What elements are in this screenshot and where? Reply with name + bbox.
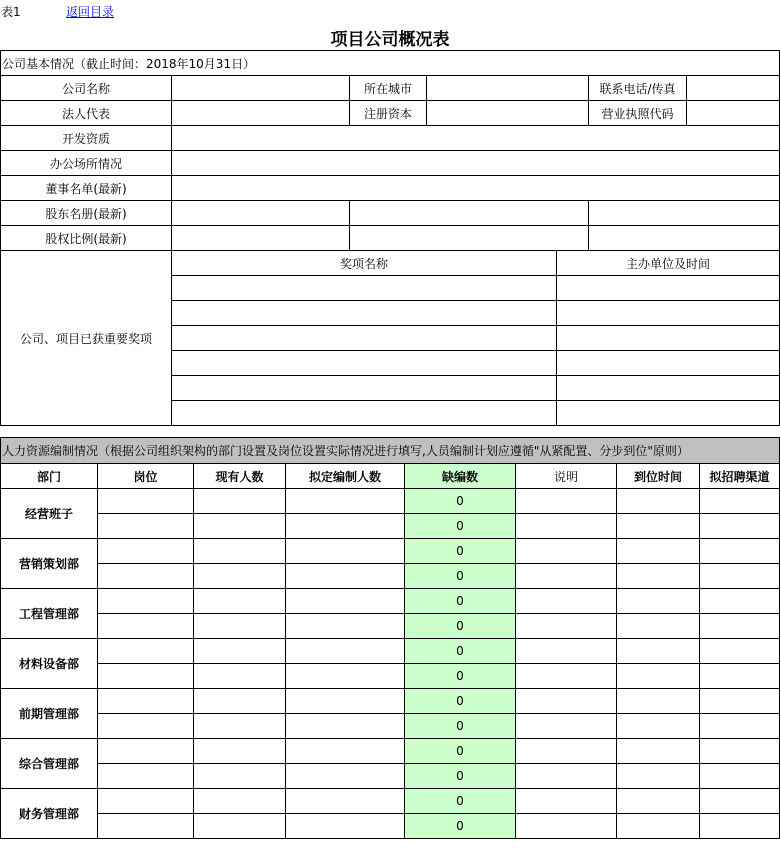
- arrival-time-cell[interactable]: [617, 639, 700, 664]
- dept-row: [1, 639, 780, 664]
- channel-cell[interactable]: [700, 564, 780, 589]
- notes-cell[interactable]: [516, 514, 617, 539]
- current-count-cell[interactable]: [194, 514, 286, 539]
- col-header-dept: 部门: [1, 464, 98, 489]
- arrival-time-cell[interactable]: [617, 764, 700, 789]
- page-title: 项目公司概况表: [330, 30, 450, 50]
- position-cell[interactable]: [98, 689, 194, 714]
- equity-cell-1[interactable]: [172, 226, 350, 251]
- current-count-cell[interactable]: [194, 689, 286, 714]
- organizer-time-cell[interactable]: [557, 351, 780, 376]
- position-cell[interactable]: [98, 739, 194, 764]
- dept-name: 前期管理部: [1, 689, 98, 739]
- position-cell[interactable]: [98, 714, 194, 739]
- planned-count-cell[interactable]: [286, 814, 405, 839]
- dept-row: [1, 614, 780, 639]
- position-cell[interactable]: [98, 589, 194, 614]
- notes-cell[interactable]: [516, 664, 617, 689]
- channel-cell[interactable]: [700, 689, 780, 714]
- arrival-time-cell[interactable]: [617, 514, 700, 539]
- current-count-cell[interactable]: [194, 589, 286, 614]
- license-code-cell[interactable]: [687, 101, 780, 126]
- arrival-time-cell[interactable]: [617, 814, 700, 839]
- dept-row: [1, 689, 780, 714]
- arrival-time-cell[interactable]: [617, 689, 700, 714]
- current-count-cell[interactable]: [194, 739, 286, 764]
- dept-row: [1, 489, 780, 514]
- channel-cell[interactable]: [700, 664, 780, 689]
- col-header-planned-count: 拟定编制人数: [286, 464, 405, 489]
- position-cell[interactable]: [98, 639, 194, 664]
- qualification-cell[interactable]: [172, 126, 780, 151]
- notes-cell[interactable]: [516, 789, 617, 814]
- current-count-cell[interactable]: [194, 789, 286, 814]
- company-basic-table: [0, 50, 780, 426]
- city-label: 所在城市: [350, 76, 427, 101]
- vacancy-cell: 0: [405, 739, 516, 764]
- notes-cell[interactable]: [516, 614, 617, 639]
- organizer-time-cell[interactable]: [557, 326, 780, 351]
- dept-name: 材料设备部: [1, 639, 98, 689]
- directors-label: 董事名单(最新): [1, 176, 172, 201]
- award-name-cell[interactable]: [172, 351, 557, 376]
- dept-name: 经营班子: [1, 489, 98, 539]
- dept-row: [1, 789, 780, 814]
- hr-staffing-table: [0, 437, 780, 839]
- vacancy-cell: 0: [405, 689, 516, 714]
- back-to-contents-link[interactable]: 返回目录: [66, 5, 115, 19]
- planned-count-cell[interactable]: [286, 789, 405, 814]
- current-count-cell[interactable]: [194, 539, 286, 564]
- registered-capital-cell[interactable]: [427, 101, 589, 126]
- vacancy-cell: 0: [405, 664, 516, 689]
- arrival-time-cell[interactable]: [617, 789, 700, 814]
- channel-cell[interactable]: [700, 589, 780, 614]
- office-label: 办公场所情况: [1, 151, 172, 176]
- dept-row: [1, 739, 780, 764]
- dept-row: [1, 589, 780, 614]
- notes-cell[interactable]: [516, 764, 617, 789]
- vacancy-cell: 0: [405, 814, 516, 839]
- current-count-cell[interactable]: [194, 639, 286, 664]
- channel-cell[interactable]: [700, 739, 780, 764]
- position-cell[interactable]: [98, 614, 194, 639]
- notes-cell[interactable]: [516, 639, 617, 664]
- position-cell[interactable]: [98, 539, 194, 564]
- basic-section-title: 公司基本情况（截止时间：2018年10月31日）: [1, 51, 780, 76]
- channel-cell[interactable]: [700, 789, 780, 814]
- current-count-cell[interactable]: [194, 814, 286, 839]
- awards-label: 公司、项目已获重要奖项: [1, 251, 172, 426]
- notes-cell[interactable]: [516, 539, 617, 564]
- planned-count-cell[interactable]: [286, 489, 405, 514]
- shareholders-cell-2[interactable]: [350, 201, 589, 226]
- notes-cell[interactable]: [516, 814, 617, 839]
- dept-row: [1, 764, 780, 789]
- channel-cell[interactable]: [700, 614, 780, 639]
- notes-cell[interactable]: [516, 589, 617, 614]
- current-count-cell[interactable]: [194, 564, 286, 589]
- dept-name: 财务管理部: [1, 789, 98, 839]
- phone-fax-label: 联系电话/传真: [589, 76, 687, 101]
- planned-count-cell[interactable]: [286, 539, 405, 564]
- notes-cell[interactable]: [516, 689, 617, 714]
- equity-label: 股权比例(最新): [1, 226, 172, 251]
- col-header-current-count: 现有人数: [194, 464, 286, 489]
- hr-section-title: 人力资源编制情况（根据公司组织架构的部门设置及岗位设置实际情况进行填写,人员编制计划应遵循"从紧配置、分步到位"原则）: [1, 438, 780, 464]
- dept-name: 综合管理部: [1, 739, 98, 789]
- channel-cell[interactable]: [700, 714, 780, 739]
- organizer-time-cell[interactable]: [557, 276, 780, 301]
- vacancy-cell: 0: [405, 539, 516, 564]
- dept-row: [1, 514, 780, 539]
- city-cell[interactable]: [427, 76, 589, 101]
- notes-cell[interactable]: [516, 739, 617, 764]
- organizer-time-cell[interactable]: [557, 376, 780, 401]
- position-cell[interactable]: [98, 764, 194, 789]
- channel-cell[interactable]: [700, 639, 780, 664]
- channel-cell[interactable]: [700, 489, 780, 514]
- channel-cell[interactable]: [700, 514, 780, 539]
- vacancy-cell: 0: [405, 514, 516, 539]
- award-name-cell[interactable]: [172, 376, 557, 401]
- arrival-time-cell[interactable]: [617, 589, 700, 614]
- office-cell[interactable]: [172, 151, 780, 176]
- planned-count-cell[interactable]: [286, 589, 405, 614]
- col-header-channel: 拟招聘渠道: [700, 464, 780, 489]
- legal-rep-cell[interactable]: [172, 101, 350, 126]
- vacancy-cell: 0: [405, 614, 516, 639]
- arrival-time-cell[interactable]: [617, 539, 700, 564]
- vacancy-cell: 0: [405, 764, 516, 789]
- planned-count-cell[interactable]: [286, 639, 405, 664]
- position-cell[interactable]: [98, 789, 194, 814]
- planned-count-cell[interactable]: [286, 764, 405, 789]
- channel-cell[interactable]: [700, 539, 780, 564]
- current-count-cell[interactable]: [194, 714, 286, 739]
- current-count-cell[interactable]: [194, 489, 286, 514]
- vacancy-cell: 0: [405, 589, 516, 614]
- current-count-cell[interactable]: [194, 664, 286, 689]
- planned-count-cell[interactable]: [286, 614, 405, 639]
- current-count-cell[interactable]: [194, 764, 286, 789]
- notes-cell[interactable]: [516, 564, 617, 589]
- planned-count-cell[interactable]: [286, 689, 405, 714]
- planned-count-cell[interactable]: [286, 514, 405, 539]
- position-cell[interactable]: [98, 564, 194, 589]
- dept-row: [1, 664, 780, 689]
- license-code-label: 营业执照代码: [589, 101, 687, 126]
- registered-capital-label: 注册资本: [350, 101, 427, 126]
- award-name-cell[interactable]: [172, 401, 557, 426]
- position-cell[interactable]: [98, 814, 194, 839]
- award-name-cell[interactable]: [172, 301, 557, 326]
- notes-cell[interactable]: [516, 489, 617, 514]
- sheet-label: 表1: [1, 5, 21, 19]
- channel-cell[interactable]: [700, 814, 780, 839]
- dept-row: [1, 539, 780, 564]
- qualification-label: 开发资质: [1, 126, 172, 151]
- col-header-vacancy: 缺编数: [405, 464, 516, 489]
- arrival-time-cell[interactable]: [617, 489, 700, 514]
- arrival-time-cell[interactable]: [617, 739, 700, 764]
- current-count-cell[interactable]: [194, 614, 286, 639]
- dept-name: 营销策划部: [1, 539, 98, 589]
- dept-name: 工程管理部: [1, 589, 98, 639]
- award-name-header: 奖项名称: [172, 251, 557, 276]
- vacancy-cell: 0: [405, 564, 516, 589]
- award-name-cell[interactable]: [172, 326, 557, 351]
- phone-fax-cell[interactable]: [687, 76, 780, 101]
- dept-row: [1, 714, 780, 739]
- equity-cell-3[interactable]: [589, 226, 780, 251]
- col-header-arrival-time: 到位时间: [617, 464, 700, 489]
- arrival-time-cell[interactable]: [617, 714, 700, 739]
- dept-row: [1, 814, 780, 839]
- top-bar: [0, 0, 780, 24]
- position-cell[interactable]: [98, 514, 194, 539]
- shareholders-cell-1[interactable]: [172, 201, 350, 226]
- award-name-cell[interactable]: [172, 276, 557, 301]
- shareholders-label: 股东名册(最新): [1, 201, 172, 226]
- channel-cell[interactable]: [700, 764, 780, 789]
- equity-cell-2[interactable]: [350, 226, 589, 251]
- legal-rep-label: 法人代表: [1, 101, 172, 126]
- company-name-cell[interactable]: [172, 76, 350, 101]
- organizer-time-cell[interactable]: [557, 301, 780, 326]
- arrival-time-cell[interactable]: [617, 564, 700, 589]
- shareholders-cell-3[interactable]: [589, 201, 780, 226]
- planned-count-cell[interactable]: [286, 714, 405, 739]
- notes-cell[interactable]: [516, 714, 617, 739]
- arrival-time-cell[interactable]: [617, 664, 700, 689]
- organizer-time-cell[interactable]: [557, 401, 780, 426]
- company-name-label: 公司名称: [1, 76, 172, 101]
- arrival-time-cell[interactable]: [617, 614, 700, 639]
- vacancy-cell: 0: [405, 639, 516, 664]
- vacancy-cell: 0: [405, 714, 516, 739]
- planned-count-cell[interactable]: [286, 564, 405, 589]
- planned-count-cell[interactable]: [286, 739, 405, 764]
- organizer-time-header: 主办单位及时间: [557, 251, 780, 276]
- vacancy-cell: 0: [405, 489, 516, 514]
- vacancy-cell: 0: [405, 789, 516, 814]
- col-header-notes: 说明: [516, 464, 617, 489]
- directors-cell[interactable]: [172, 176, 780, 201]
- position-cell[interactable]: [98, 664, 194, 689]
- planned-count-cell[interactable]: [286, 664, 405, 689]
- dept-row: [1, 564, 780, 589]
- position-cell[interactable]: [98, 489, 194, 514]
- col-header-position: 岗位: [98, 464, 194, 489]
